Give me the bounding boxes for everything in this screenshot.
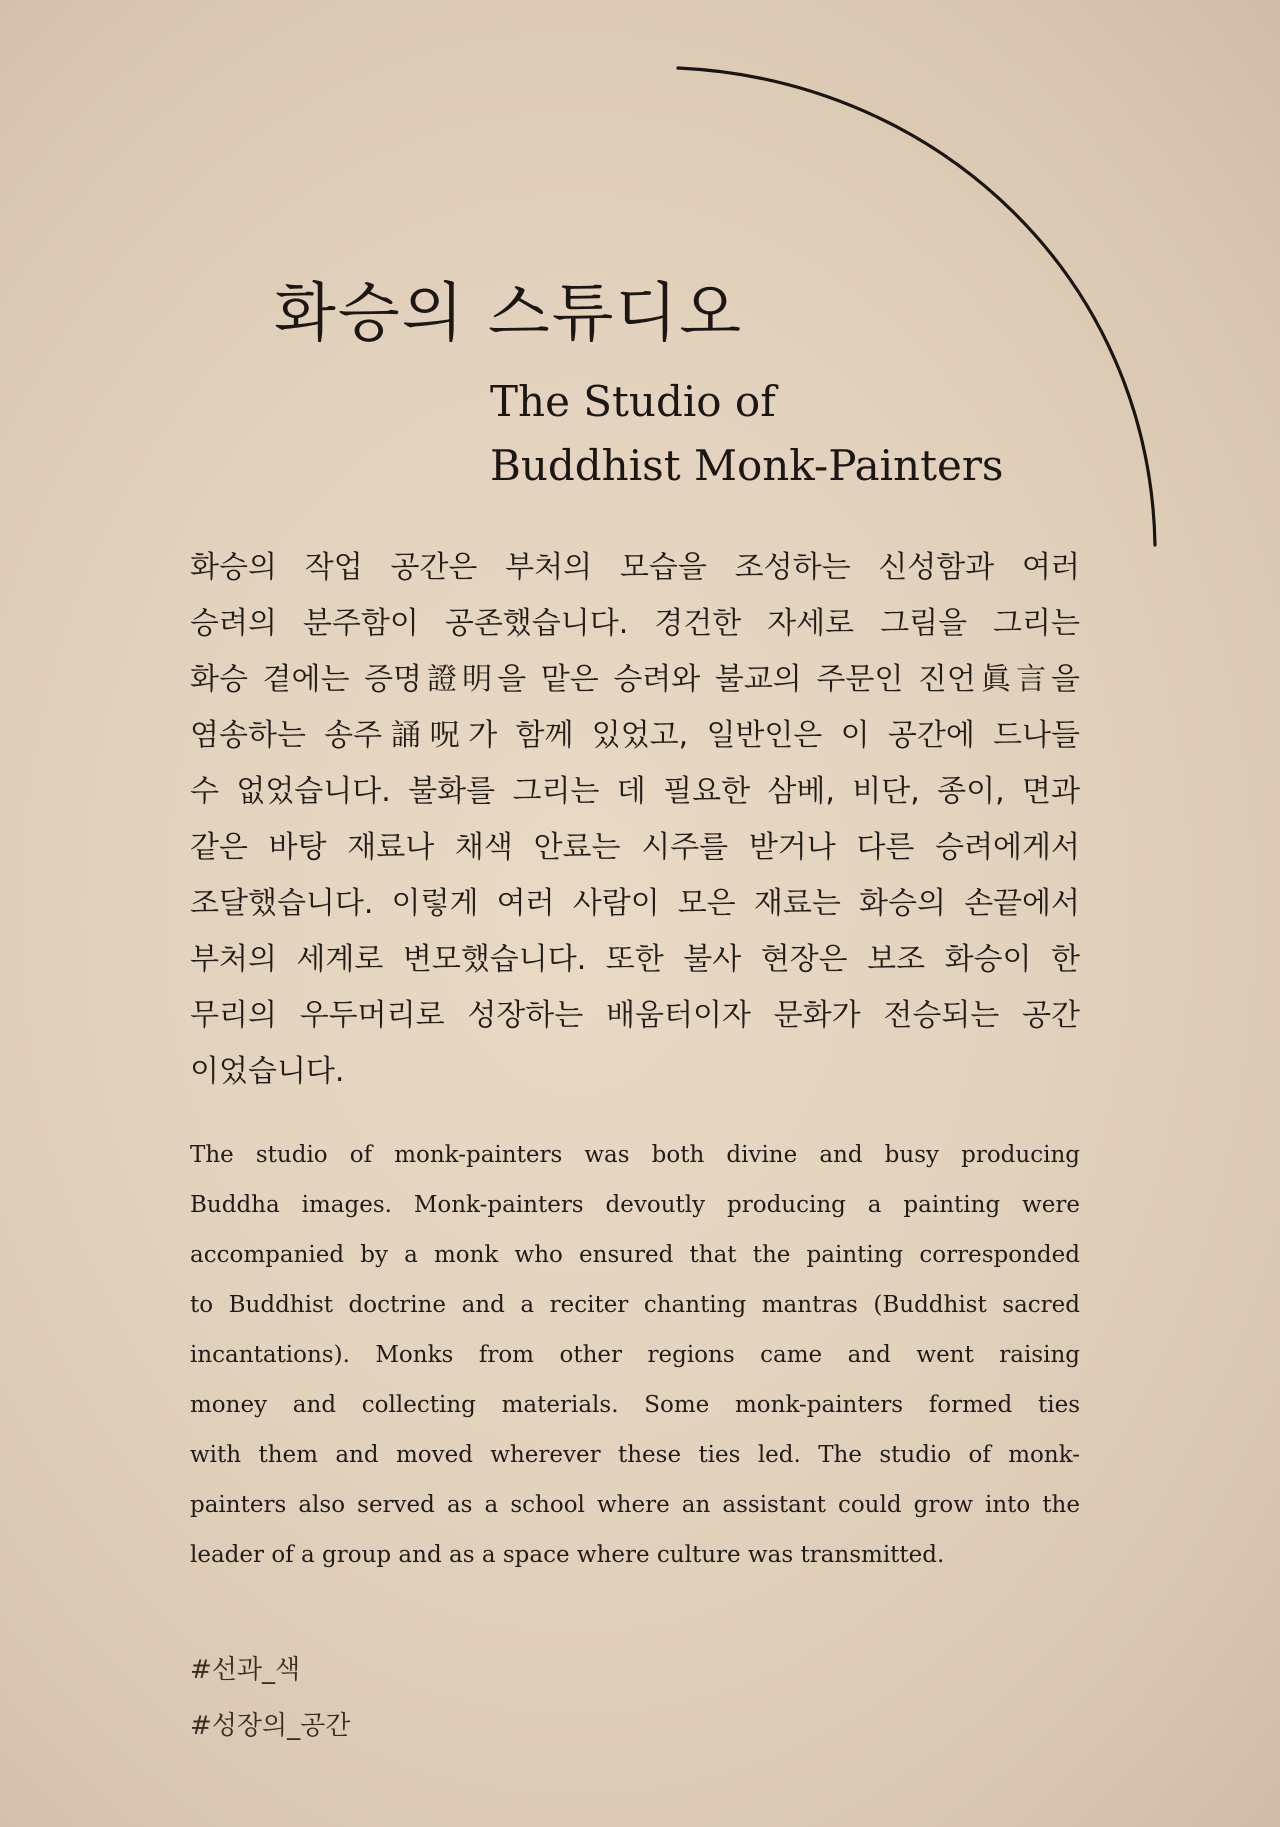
title-english-line: The Studio of bbox=[490, 377, 776, 426]
korean-line: 무리의 우두머리로 성장하는 배움터이자 문화가 전승되는 공간 bbox=[190, 998, 1080, 1033]
hashtag: #성장의_공간 bbox=[190, 1711, 351, 1741]
korean-line: 같은 바탕 재료나 채색 안료는 시주를 받거나 다른 승려에게서 bbox=[190, 830, 1080, 865]
korean-line: 부처의 세계로 변모했습니다. 또한 불사 현장은 보조 화승이 한 bbox=[190, 942, 1080, 977]
english-line: money and collecting materials. Some monk-painters formed ties bbox=[190, 1392, 1080, 1418]
korean-line: 화승 곁에는 증명證明을 맡은 승려와 불교의 주문인 진언眞言을 bbox=[190, 662, 1080, 697]
english-line: incantations). Monks from other regions came and went raising bbox=[190, 1342, 1080, 1368]
english-line: with them and moved wherever these ties led. The studio of monk- bbox=[190, 1442, 1080, 1468]
english-line: Buddha images. Monk-painters devoutly producing a painting were bbox=[190, 1192, 1080, 1218]
title-english-line: Buddhist Monk-Painters bbox=[490, 441, 1004, 490]
english-line: painters also served as a school where an assistant could grow into the bbox=[190, 1492, 1080, 1518]
english-line: leader of a group and as a space where culture was transmitted. bbox=[190, 1542, 945, 1568]
title-english bbox=[490, 370, 1003, 498]
korean-line: 조달했습니다. 이렇게 여러 사람이 모은 재료는 화승의 손끝에서 bbox=[190, 886, 1080, 921]
korean-line: 화승의 작업 공간은 부처의 모습을 조성하는 신성함과 여러 bbox=[190, 550, 1080, 585]
hashtag-list bbox=[190, 1642, 350, 1754]
english-line: The studio of monk-painters was both divine and busy producing bbox=[190, 1142, 1080, 1168]
korean-line: 이었습니다. bbox=[190, 1054, 345, 1089]
english-line: to Buddhist doctrine and a reciter chanting mantras (Buddhist sacred bbox=[190, 1292, 1080, 1318]
korean-line: 염송하는 송주誦呪가 함께 있었고, 일반인은 이 공간에 드나들 bbox=[190, 718, 1080, 753]
english-line: accompanied by a monk who ensured that the painting corresponded bbox=[190, 1242, 1080, 1268]
korean-line: 승려의 분주함이 공존했습니다. 경건한 자세로 그림을 그리는 bbox=[190, 606, 1080, 641]
korean-line: 수 없었습니다. 불화를 그리는 데 필요한 삼베, 비단, 종이, 면과 bbox=[190, 774, 1080, 809]
body-english bbox=[190, 1130, 1080, 1580]
body-korean bbox=[190, 540, 1080, 1100]
title-korean: 화승의 스튜디오 bbox=[274, 277, 744, 351]
hashtag: #선과_색 bbox=[190, 1655, 301, 1685]
